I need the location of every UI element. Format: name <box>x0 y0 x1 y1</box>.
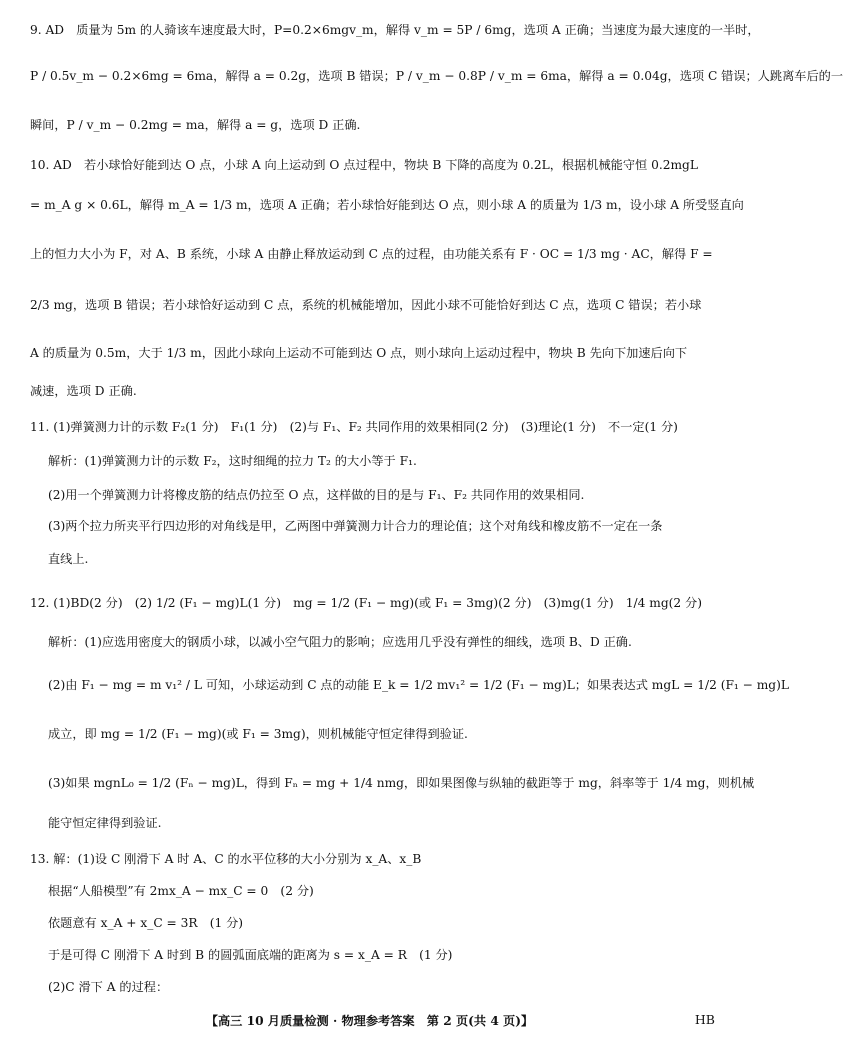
problem-13-line-3: 依题意有 x_A + x_C = 3R (1 分) <box>48 916 244 930</box>
problem-12-line-2: 解析：(1)应选用密度大的钢质小球，以减小空气阻力的影响；应选用几乎没有弹性的细线，选项 B、D 正确. <box>48 635 632 649</box>
problem-9-line-2: P / 0.5v_m − 0.2×6mg = 6ma，解得 a = 0.2g，选项 B 错误；P / v_m − 0.8P / v_m = 6ma，解得 a = 0.04g，选项 C 错误；人跳离车后的一 <box>30 69 843 83</box>
problem-9-line-1: 9. AD 质量为 5m 的人骑该车速度最大时，P=0.2×6mgv_m，解得 v_m = 5P / 6mg，选项 A 正确；当速度为最大速度的一半时， <box>30 23 760 37</box>
problem-13-line-1: 13. 解：(1)设 C 刚滑下 A 时 A、C 的水平位移的大小分别为 x_A、x_B <box>30 852 422 866</box>
problem-12-line-1: 12. (1)BD(2 分) (2) 1/2 (F₁ − mg)L(1 分) mg = 1/2 (F₁ − mg)(或 F₁ = 3mg)(2 分) (3)mg(1 分) 1/4 mg(2 分) <box>30 596 702 610</box>
problem-12-line-6: 能守恒定律得到验证. <box>48 816 162 830</box>
footer-code: HB <box>694 1012 715 1027</box>
problem-9-line-3: 瞬间，P / v_m − 0.2mg = ma，解得 a = g，选项 D 正确. <box>30 118 361 132</box>
problem-10-line-2: = m_A g × 0.6L，解得 m_A = 1/3 m，选项 A 正确；若小球恰好能到达 O 点，则小球 A 的质量为 1/3 m，设小球 A 所受竖直向 <box>30 198 744 212</box>
problem-11-line-1: 11. (1)弹簧测力计的示数 F₂(1 分) F₁(1 分) (2)与 F₁、F₂ 共同作用的效果相同(2 分) (3)理论(1 分) 不一定(1 分) <box>30 420 678 434</box>
problem-12-line-5: (3)如果 mgnL₀ = 1/2 (Fₙ − mg)L，得到 Fₙ = mg + 1/4 nmg，即如果图像与纵轴的截距等于 mg，斜率等于 1/4 mg，则机械 <box>48 776 755 790</box>
problem-10-line-1: 10. AD 若小球恰好能到达 O 点，小球 A 向上运动到 O 点过程中，物块 B 下降的高度为 0.2L，根据机械能守恒 0.2mgL <box>30 158 698 172</box>
problem-10-line-3: 上的恒力大小为 F，对 A、B 系统，小球 A 由静止释放运动到 C 点的过程，由功能关系有 F · OC = 1/3 mg · AC，解得 F = <box>30 247 713 261</box>
problem-11-line-4: (3)两个拉力所夹平行四边形的对角线是甲，乙两图中弹簧测力计合力的理论值；这个对角线和橡皮筋不一定在一条 <box>48 519 663 533</box>
page-footer: 【高三 10 月质量检测 · 物理参考答案 第 2 页(共 4 页)】 <box>205 1014 534 1028</box>
problem-11-line-3: (2)用一个弹簧测力计将橡皮筋的结点仍拉至 O 点，这样做的目的是与 F₁、F₂ 共同作用的效果相同. <box>48 488 585 502</box>
problem-10-line-4: 2/3 mg，选项 B 错误；若小球恰好运动到 C 点，系统的机械能增加，因此小球不可能恰好到达 C 点，选项 C 错误；若小球 <box>30 298 702 312</box>
problem-12-line-4: 成立，即 mg = 1/2 (F₁ − mg)(或 F₁ = 3mg)，则机械能守恒定律得到验证. <box>48 727 468 741</box>
problem-10-line-6: 减速，选项 D 正确. <box>30 384 137 398</box>
problem-13-line-2: 根据“人船模型”有 2mx_A − mx_C = 0 (2 分) <box>48 884 314 898</box>
problem-12-line-3: (2)由 F₁ − mg = m v₁² / L 可知，小球运动到 C 点的动能 E_k = 1/2 mv₁² = 1/2 (F₁ − mg)L；如果表达式 mgL = 1/2 (F₁ − mg)L <box>48 678 789 692</box>
problem-13-line-5: (2)C 滑下 A 的过程： <box>48 980 169 994</box>
problem-13-line-4: 于是可得 C 刚滑下 A 时到 B 的圆弧面底端的距离为 s = x_A = R (1 分) <box>48 948 453 962</box>
problem-10-line-5: A 的质量为 0.5m，大于 1/3 m，因此小球向上运动不可能到达 O 点，则小球向上运动过程中，物块 B 先向下加速后向下 <box>30 346 688 360</box>
problem-11-line-5: 直线上. <box>48 552 89 566</box>
problem-11-line-2: 解析：(1)弹簧测力计的示数 F₂，这时细绳的拉力 T₂ 的大小等于 F₁. <box>48 454 417 468</box>
